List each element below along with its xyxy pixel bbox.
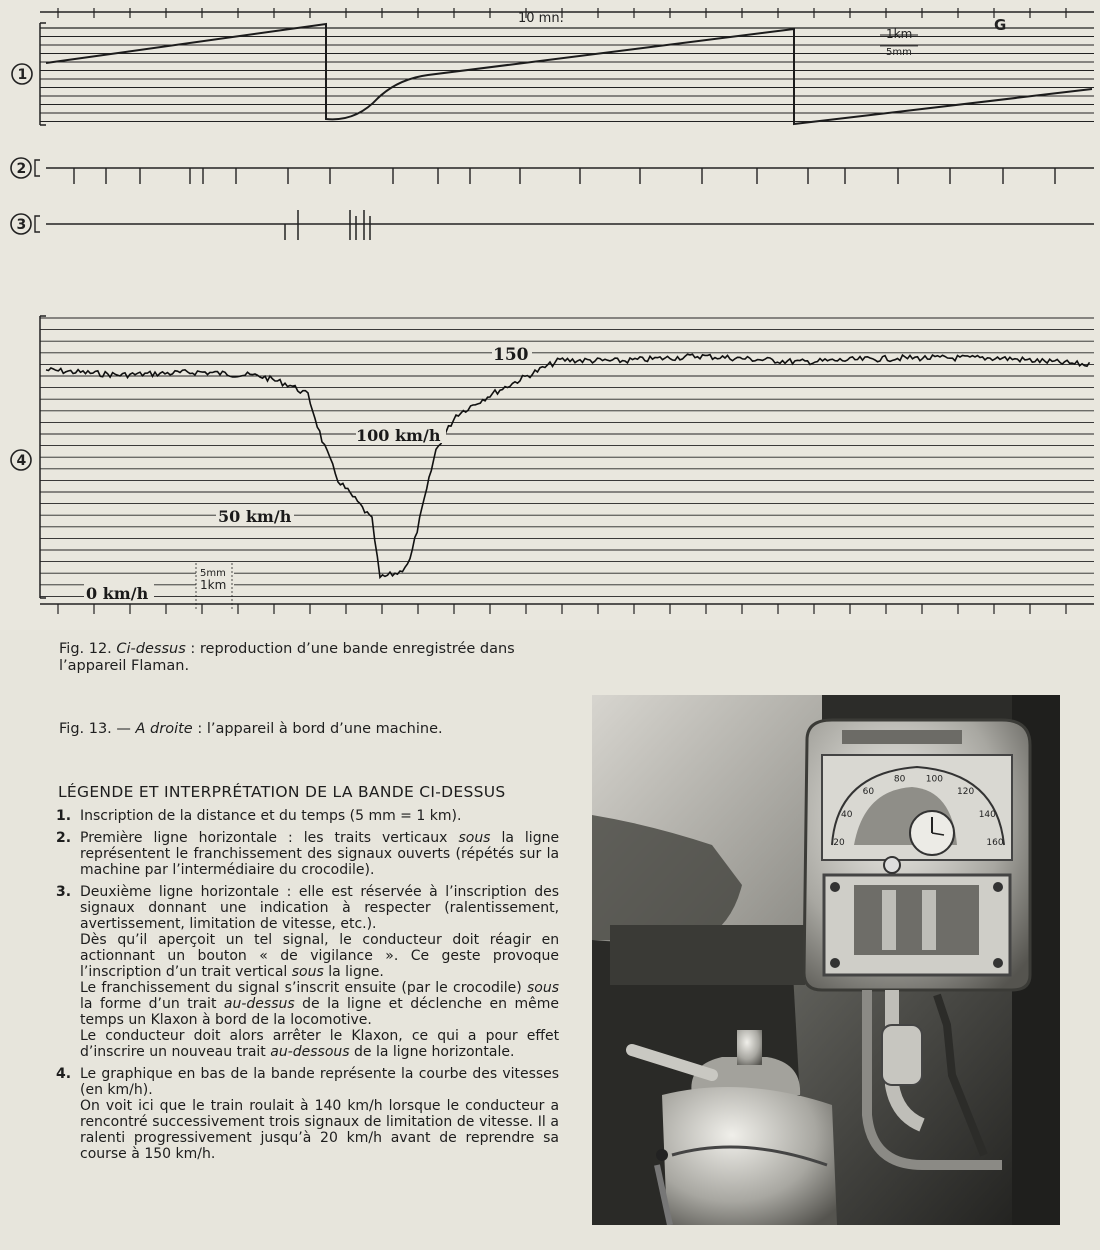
legend-item-number: 2. [56,830,72,846]
dial-tick-label: 60 [862,787,875,798]
svg-text:0 km/h: 0 km/h [86,584,149,603]
dial-tick-label: 140 [978,809,996,820]
svg-text:1km: 1km [200,578,227,592]
fig13-text: : l’appareil à bord d’une machine. [192,721,443,737]
legend-paragraph: Première ligne horizontale : les traits verticaux sous la ligne représentent le franchissement des signaux ouverts (répétés sur la machine par l’intermédiaire du crocodile). [80,830,560,878]
dial-tick-label: 20 [833,838,845,848]
svg-text:4: 4 [16,453,27,469]
legend-paragraph: Inscription de la distance et du temps (5 mm = 1 km). [80,808,462,824]
svg-text:2: 2 [16,161,27,177]
speed-label-150 [492,344,532,365]
dial-tick-label: 120 [957,787,975,798]
fig12-caption [59,641,564,675]
speed-label-50 [216,506,294,526]
legend-paragraph: Dès qu’il aperçoit un tel signal, le conducteur doit réagir en actionnant un bouton « de vigilance ». Ce geste provoque l’inscription d’un trait vertical sous la ligne. [80,932,560,980]
legend-paragraph: On voit ici que le train roulait à 140 km/h lorsque le conducteur a rencontré successivement trois signaux de limitation de vitesse. Il a ralenti progressivement jusqu’à 20 km/h avant de reprendre sa course à 150 km/h. [80,1098,560,1162]
legend-item-number: 1. [56,808,72,824]
ten-minute-marker: 10 mn. [518,11,564,26]
legend-item-number: 4. [56,1066,72,1082]
svg-text:100 km/h: 100 km/h [356,426,441,445]
speed-label-100 [356,425,446,445]
legend-list [56,808,559,1168]
strip-letter-g: G [994,16,1007,34]
svg-text:5mm: 5mm [200,568,226,579]
legend-item-number: 3. [56,884,72,900]
svg-text:3: 3 [16,217,27,233]
fig12-emphasis: Ci-dessus [116,641,186,657]
legend-paragraph: Le graphique en bas de la bande représente la courbe des vitesses (en km/h). [80,1066,560,1098]
legend-item-3 [56,884,559,1060]
svg-text:50 km/h: 50 km/h [218,507,292,526]
legend-paragraph: Deuxième ligne horizontale : elle est réservée à l’inscription des signaux donnant une indication à respecter (ralentissement, avertissement, limitation de vitesse, etc.). [80,884,560,932]
dial-tick-label: 160 [986,838,1004,848]
fig12-text: : reproduction d’une bande enregistrée dans l’appareil Flaman. [59,641,515,674]
fig13-caption [59,721,564,738]
dial-tick-label: 40 [840,809,853,820]
legend-item-4 [56,1066,559,1162]
dial-tick-label: 100 [925,774,943,785]
svg-text:150: 150 [493,345,529,365]
speed-label-0 [84,584,154,603]
dial-tick-label: 80 [893,774,906,785]
svg-text:1: 1 [17,67,28,83]
legend-item-1 [56,808,559,824]
svg-text:1km: 1km [886,27,913,41]
fig13-label: Fig. 13. — [59,721,136,737]
legend-title: LÉGENDE ET INTERPRÉTATION DE LA BANDE CI-DESSUS [58,783,506,801]
legend-item-2 [56,830,559,878]
legend-paragraph: Le conducteur doit alors arrêter le Klaxon, ce qui a pour effet d’inscrire un nouveau trait au-dessous de la ligne horizontale. [80,1028,560,1060]
fig12-label: Fig. 12. [59,641,112,657]
legend-paragraph: Le franchissement du signal s’inscrit ensuite (par le crocodile) sous la forme d’un trait au-dessus de la ligne et déclenche en même temps un Klaxon à bord de la locomotive. [80,980,559,1028]
flaman-device-photo [592,695,1060,1225]
fig13-emphasis: A droite [135,721,193,737]
svg-text:5mm: 5mm [886,47,912,58]
